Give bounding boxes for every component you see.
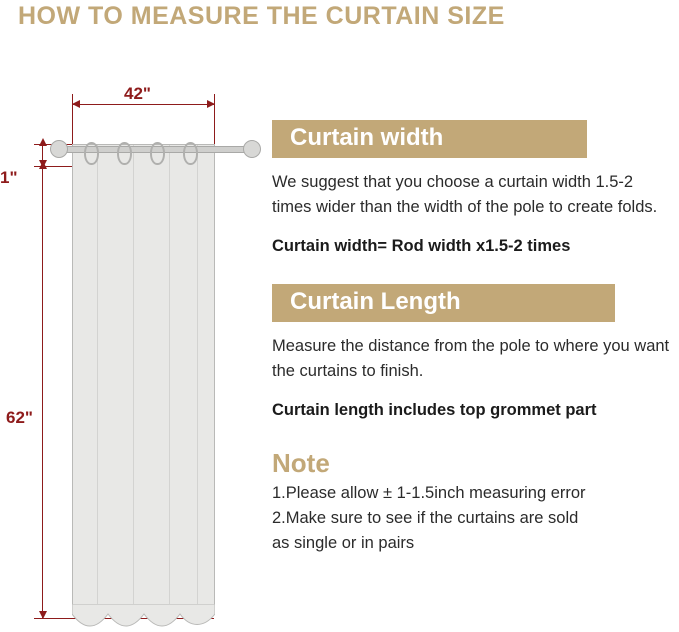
section-formula-curtain-length: Curtain length includes top grommet part <box>272 401 597 419</box>
height-arrow-up-icon <box>39 161 47 169</box>
curtain-fold-line <box>133 145 134 614</box>
width-dimension-line <box>72 104 215 105</box>
width-measurement-label: 42" <box>124 84 151 103</box>
width-arrow-right-icon <box>207 100 215 108</box>
section-heading-curtain-length: Curtain Length <box>272 284 615 322</box>
rod-finial-left-icon <box>50 140 68 158</box>
height-dimension-line <box>42 166 43 618</box>
width-arrow-left-icon <box>72 100 80 108</box>
curtain-fold-line <box>97 145 98 614</box>
grommet-icon <box>183 142 198 165</box>
instructions-panel <box>272 120 672 556</box>
curtain-panel <box>72 144 215 614</box>
section-body-curtain-width: We suggest that you choose a curtain width 1.5-2 times wider than the width of the pole to create folds. <box>272 173 658 216</box>
grommet-icon <box>117 142 132 165</box>
page-title: HOW TO MEASURE THE CURTAIN SIZE <box>18 2 505 30</box>
grommet-icon <box>150 142 165 165</box>
note-heading: Note <box>272 448 330 478</box>
curtain-measure-diagram <box>0 48 285 626</box>
note-line-3: as single or in pairs <box>272 534 415 552</box>
section-body-curtain-length: Measure the distance from the pole to where you want the curtains to finish. <box>272 337 670 380</box>
grommet-icon <box>84 142 99 165</box>
curtain-hem <box>72 604 215 632</box>
drop-measurement-label: 1" <box>0 168 18 187</box>
curtain-fold-line <box>169 145 170 614</box>
curtain-fold-line <box>197 145 198 614</box>
height-measurement-label: 62" <box>6 408 33 427</box>
section-heading-curtain-width: Curtain width <box>272 120 587 158</box>
section-formula-curtain-width: Curtain width= Rod width x1.5-2 times <box>272 237 571 255</box>
note-line-2: 2.Make sure to see if the curtains are sold <box>272 509 579 527</box>
note-line-1: 1.Please allow ± 1-1.5inch measuring error <box>272 484 586 502</box>
rod-finial-right-icon <box>243 140 261 158</box>
